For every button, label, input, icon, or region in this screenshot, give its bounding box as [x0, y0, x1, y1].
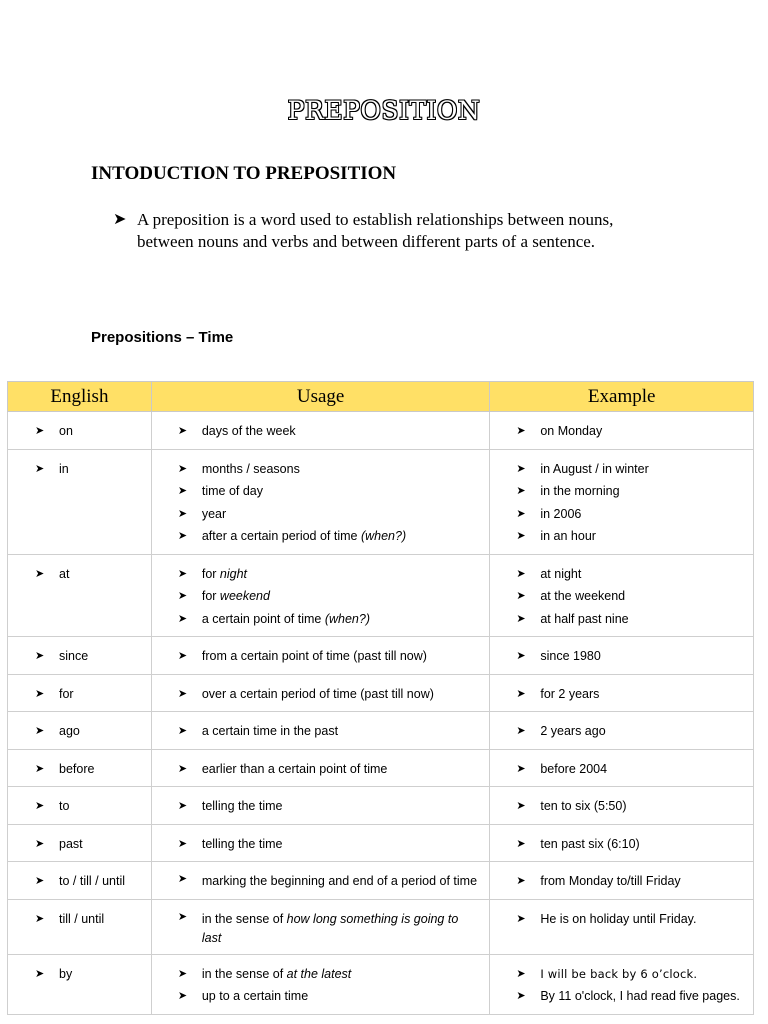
- emphasis-text: (when?): [360, 529, 407, 543]
- cell-usage: [151, 637, 489, 675]
- list-item: ➤ in: [8, 458, 151, 481]
- arrow-bullet-icon: ➤: [516, 966, 526, 980]
- arrow-bullet-icon: ➤: [177, 650, 188, 662]
- arrow-bullet-icon: ➤: [35, 650, 45, 662]
- list-item: ➤ since: [8, 645, 151, 668]
- arrow-bullet-icon: ➤: [516, 485, 526, 497]
- arrow-bullet-icon: ➤: [516, 990, 526, 1002]
- list-item: ➤ on Monday: [490, 420, 753, 443]
- list-item: ➤ in the morning: [490, 480, 753, 503]
- cell-usage: [151, 449, 489, 554]
- list-item: ➤ ten to six (5:50): [490, 795, 753, 818]
- intro-text: A preposition is a word used to establish relationships between nouns, between nouns and verbs and between different parts of a sentence.: [137, 210, 614, 251]
- header-example: Example: [490, 382, 754, 412]
- list-item: ➤ in 2006: [490, 503, 753, 526]
- list-item: ➤ marking the beginning and end of a period of time: [152, 870, 489, 891]
- arrow-bullet-icon: ➤: [177, 687, 188, 700]
- list-item: ➤ months / seasons: [152, 458, 489, 481]
- arrow-bullet-icon: ➤: [113, 211, 127, 228]
- cell-english: [8, 954, 152, 1014]
- header-english: English: [8, 382, 152, 412]
- cell-usage: [151, 862, 489, 900]
- cell-example: [490, 412, 754, 450]
- arrow-bullet-icon: ➤: [177, 507, 188, 520]
- cell-example: [490, 554, 754, 637]
- list-item: ➤ to / till / until: [8, 870, 151, 893]
- table-header-row: [8, 382, 754, 412]
- cell-example: [490, 954, 754, 1014]
- list-item: ➤ I will be back by 6 o’clock.: [490, 963, 753, 986]
- arrow-bullet-icon: ➤: [516, 567, 526, 580]
- list-item: ➤ before 2004: [490, 758, 753, 781]
- emphasis-text: night: [219, 566, 248, 581]
- cell-usage: [151, 554, 489, 637]
- emphasis-text: how long something is going to last: [201, 911, 459, 945]
- list-item: ➤ By 11 o'clock, I had read five pages.: [490, 985, 753, 1008]
- list-item: ➤ for 2 years: [490, 683, 753, 706]
- cell-english: [8, 554, 152, 637]
- list-item: ➤ by: [8, 963, 151, 986]
- cell-english: [8, 712, 152, 750]
- arrow-bullet-icon: ➤: [177, 567, 188, 580]
- list-item: ➤ from a certain point of time (past till now): [152, 645, 489, 668]
- arrow-bullet-icon: ➤: [35, 725, 45, 737]
- arrow-bullet-icon: ➤: [35, 800, 45, 812]
- table-row: [8, 749, 754, 787]
- cell-english: [8, 412, 152, 450]
- list-item: ➤ telling the time: [152, 833, 489, 856]
- table-row: [8, 954, 754, 1014]
- list-item: ➤ earlier than a certain point of time: [152, 758, 489, 781]
- table-row: [8, 787, 754, 825]
- cell-english: [8, 824, 152, 862]
- cell-usage: [151, 412, 489, 450]
- cell-example: [490, 787, 754, 825]
- list-item: ➤ a certain point of time (when?): [152, 608, 489, 631]
- list-item: ➤ before: [8, 758, 151, 781]
- list-item: ➤ for: [8, 683, 151, 706]
- list-item: ➤ in August / in winter: [490, 458, 753, 481]
- cell-usage: [151, 824, 489, 862]
- arrow-bullet-icon: ➤: [35, 425, 45, 437]
- list-item: ➤ ten past six (6:10): [490, 833, 753, 856]
- arrow-bullet-icon: ➤: [177, 530, 188, 542]
- cell-example: [490, 637, 754, 675]
- prepositions-table: [7, 381, 754, 1015]
- arrow-bullet-icon: ➤: [35, 462, 45, 475]
- list-item: ➤ for night: [152, 563, 489, 586]
- cell-example: [490, 712, 754, 750]
- arrow-bullet-icon: ➤: [516, 530, 526, 542]
- table-row: [8, 862, 754, 900]
- list-item: ➤ He is on holiday until Friday.: [490, 908, 753, 931]
- arrow-bullet-icon: ➤: [516, 462, 526, 475]
- arrow-bullet-icon: ➤: [516, 837, 526, 850]
- cell-usage: [151, 954, 489, 1014]
- table-row: [8, 412, 754, 450]
- cell-usage: [151, 712, 489, 750]
- cell-example: [490, 862, 754, 900]
- emphasis-text: weekend: [219, 589, 270, 603]
- list-item: ➤ in an hour: [490, 525, 753, 548]
- list-item: ➤ at half past nine: [490, 608, 753, 631]
- arrow-bullet-icon: ➤: [516, 800, 526, 812]
- header-usage: Usage: [151, 382, 489, 412]
- cell-example: [490, 749, 754, 787]
- table-row: [8, 554, 754, 637]
- list-item: ➤ up to a certain time: [152, 985, 489, 1008]
- list-item: ➤ on: [8, 420, 151, 443]
- arrow-bullet-icon: ➤: [516, 875, 526, 887]
- cell-example: [490, 674, 754, 712]
- list-item: ➤ at night: [490, 563, 753, 586]
- table-row: [8, 899, 754, 954]
- cell-english: [8, 862, 152, 900]
- arrow-bullet-icon: ➤: [177, 590, 188, 602]
- arrow-bullet-icon: ➤: [35, 687, 45, 700]
- arrow-bullet-icon: ➤: [177, 910, 188, 923]
- cell-usage: [151, 899, 489, 954]
- table-row: [8, 449, 754, 554]
- arrow-bullet-icon: ➤: [516, 425, 526, 437]
- list-item: ➤ over a certain period of time (past till now): [152, 683, 489, 706]
- arrow-bullet-icon: ➤: [516, 687, 526, 700]
- arrow-bullet-icon: ➤: [177, 425, 188, 437]
- cell-english: [8, 637, 152, 675]
- arrow-bullet-icon: ➤: [516, 650, 526, 662]
- list-item: ➤ past: [8, 833, 151, 856]
- arrow-bullet-icon: ➤: [177, 800, 188, 812]
- arrow-bullet-icon: ➤: [516, 612, 526, 625]
- arrow-bullet-icon: ➤: [177, 725, 188, 737]
- list-item: ➤ ago: [8, 720, 151, 743]
- arrow-bullet-icon: ➤: [35, 875, 45, 887]
- emphasis-text: (when?): [324, 611, 371, 626]
- page-title: PREPOSITION: [287, 96, 481, 125]
- cell-english: [8, 787, 152, 825]
- arrow-bullet-icon: ➤: [35, 912, 45, 925]
- cell-english: [8, 749, 152, 787]
- arrow-bullet-icon: ➤: [516, 762, 526, 775]
- arrow-bullet-icon: ➤: [177, 462, 188, 475]
- arrow-bullet-icon: ➤: [35, 567, 45, 580]
- list-item: ➤ 2 years ago: [490, 720, 753, 743]
- list-item: ➤ in the sense of at the latest: [152, 963, 489, 986]
- arrow-bullet-icon: ➤: [35, 837, 45, 850]
- table-row: [8, 674, 754, 712]
- arrow-bullet-icon: ➤: [177, 990, 188, 1002]
- table-row: [8, 712, 754, 750]
- table-row: [8, 824, 754, 862]
- arrow-bullet-icon: ➤: [516, 507, 526, 520]
- list-item: ➤ at: [8, 563, 151, 586]
- cell-usage: [151, 787, 489, 825]
- list-item: ➤ time of day: [152, 480, 489, 503]
- list-item: ➤ year: [152, 503, 489, 526]
- list-item: ➤ a certain time in the past: [152, 720, 489, 743]
- arrow-bullet-icon: ➤: [35, 762, 45, 775]
- list-item: ➤ to: [8, 795, 151, 818]
- emphasis-text: at the latest: [286, 966, 352, 981]
- cell-example: [490, 899, 754, 954]
- cell-english: [8, 899, 152, 954]
- arrow-bullet-icon: ➤: [177, 967, 188, 980]
- list-item: ➤ days of the week: [152, 420, 489, 443]
- arrow-bullet-icon: ➤: [516, 725, 526, 737]
- cell-usage: [151, 674, 489, 712]
- arrow-bullet-icon: ➤: [177, 873, 188, 885]
- list-item: ➤ since 1980: [490, 645, 753, 668]
- arrow-bullet-icon: ➤: [177, 837, 188, 850]
- arrow-bullet-icon: ➤: [177, 612, 188, 625]
- cell-usage: [151, 749, 489, 787]
- list-item: ➤ till / until: [8, 908, 151, 931]
- arrow-bullet-icon: ➤: [177, 762, 188, 775]
- cell-english: [8, 449, 152, 554]
- list-item: ➤ after a certain period of time (when?): [152, 525, 489, 548]
- intro-paragraph: [113, 209, 673, 253]
- section-heading: INTODUCTION TO PREPOSITION: [91, 163, 397, 184]
- sub-heading: Prepositions – Time: [91, 329, 234, 346]
- arrow-bullet-icon: ➤: [516, 912, 526, 925]
- list-item: ➤ telling the time: [152, 795, 489, 818]
- arrow-bullet-icon: ➤: [35, 967, 45, 980]
- cell-example: [490, 824, 754, 862]
- cell-example: [490, 449, 754, 554]
- table-row: [8, 637, 754, 675]
- list-item: ➤ at the weekend: [490, 585, 753, 608]
- arrow-bullet-icon: ➤: [516, 590, 526, 602]
- list-item: ➤ in the sense of how long something is going to last: [152, 908, 489, 948]
- list-item: ➤ from Monday to/till Friday: [490, 870, 753, 893]
- arrow-bullet-icon: ➤: [177, 485, 188, 497]
- cell-english: [8, 674, 152, 712]
- list-item: ➤ for weekend: [152, 585, 489, 608]
